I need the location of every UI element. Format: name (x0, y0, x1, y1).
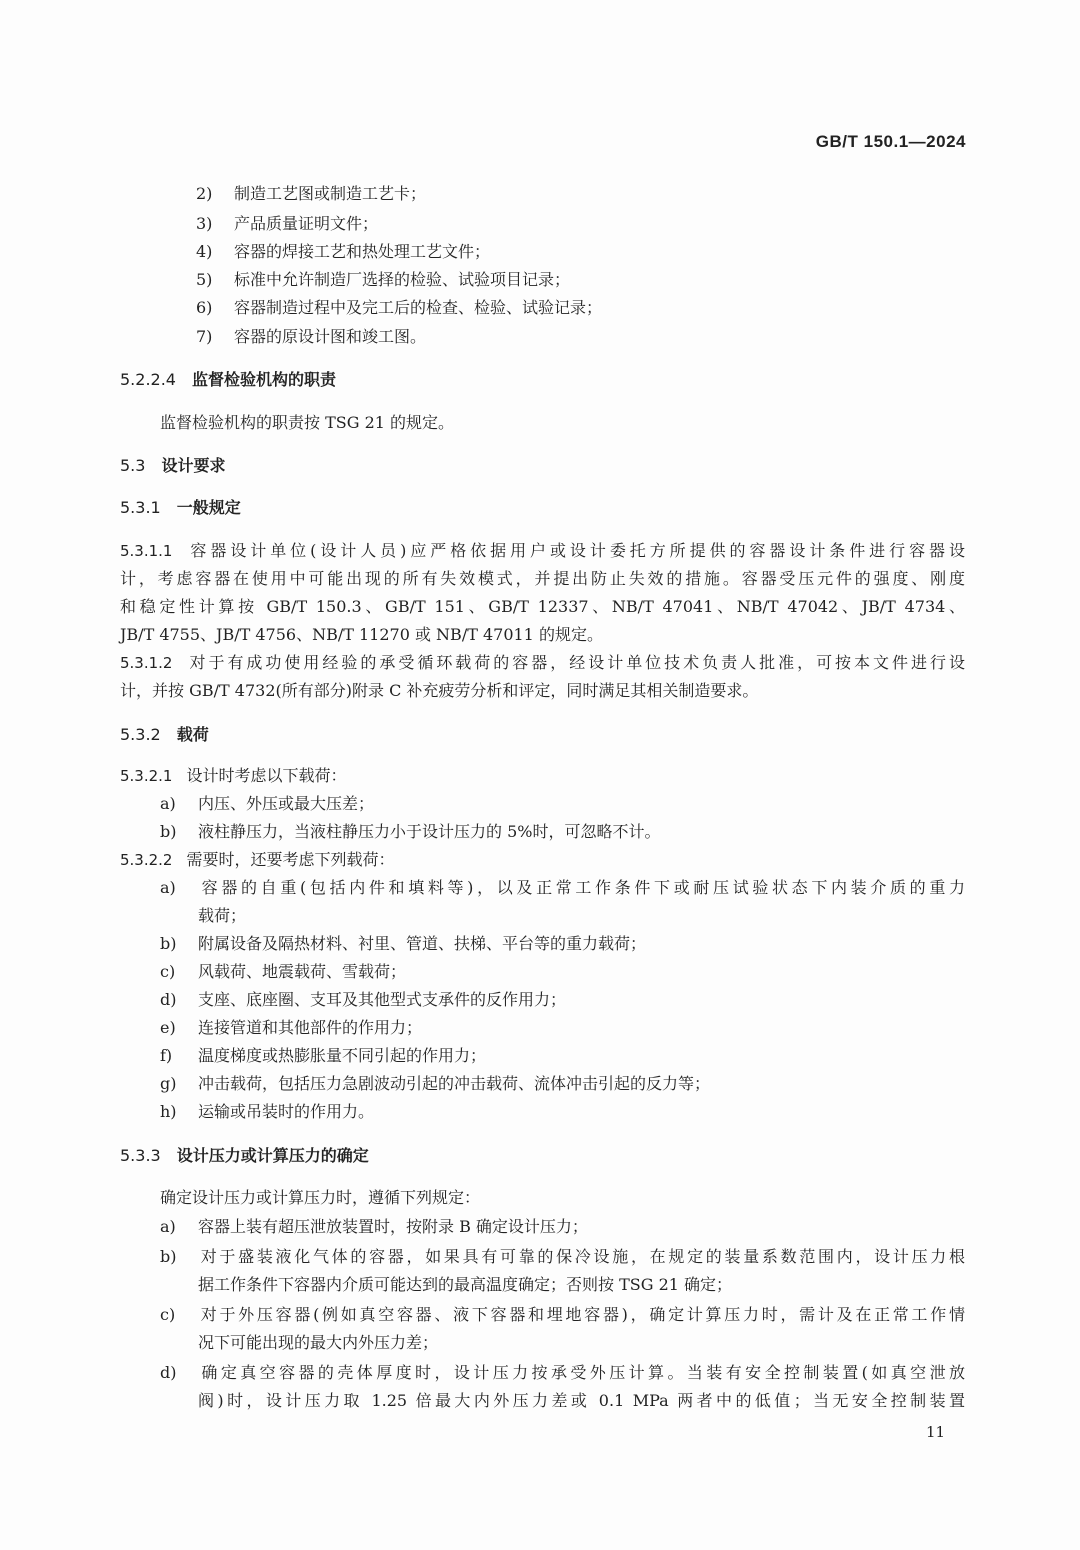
section-number: 5.3.1 (120, 498, 161, 517)
list-item (196, 326, 426, 348)
section-number: 5.3 (120, 456, 146, 475)
list-marker: d) (160, 990, 177, 1009)
section-title: 设计要求 (161, 456, 226, 475)
list-item (160, 1362, 965, 1384)
section-body: 监督检验机构的职责按 TSG 21 的规定。 (160, 413, 455, 432)
list-item (160, 821, 660, 843)
section-heading-531 (120, 497, 241, 519)
list-text: 连接管道和其他部件的作用力； (198, 1018, 423, 1037)
list-marker: a) (160, 1217, 176, 1236)
list-text: 标准中允许制造厂选择的检验、试验项目记录； (234, 270, 571, 289)
list-text: 内压、外压或最大压差； (198, 794, 375, 813)
list-marker: e) (160, 1018, 176, 1037)
list-marker: d) (160, 1363, 177, 1382)
list-item (196, 213, 378, 235)
list-text: 容器上装有超压泄放装置时，按附录 B 确定设计压力； (198, 1217, 588, 1236)
paragraph-line (120, 540, 965, 562)
standard-code: GB/T 150.1—2024 (815, 132, 966, 151)
section-title: 设计压力或计算压力的确定 (176, 1146, 369, 1165)
list-text: 容器的焊接工艺和热处理工艺文件； (234, 242, 491, 261)
list-item (160, 1216, 588, 1238)
section-title: 载荷 (176, 725, 209, 744)
list-text: 支座、底座圈、支耳及其他型式支承件的反作用力； (198, 990, 567, 1009)
list-item (160, 1045, 486, 1067)
clause-intro (120, 849, 395, 871)
list-item (160, 1246, 965, 1268)
list-marker: f) (160, 1046, 173, 1065)
paragraph-line: 和稳定性计算按 GB/T 150.3、GB/T 151、GB/T 12337、NB/T 47041、NB/T 47042、JB/T 4734、 (120, 597, 965, 616)
list-text: 产品质量证明文件； (234, 214, 379, 233)
clause-text: 需要时，还要考虑下列载荷： (186, 850, 395, 869)
list-text: 温度梯度或热膨胀量不同引起的作用力； (198, 1046, 487, 1065)
list-item (160, 961, 406, 983)
section-number: 5.2.2.4 (120, 370, 176, 389)
list-text: 容器的原设计图和竣工图。 (234, 327, 427, 346)
clause-number: 5.3.1.2 (120, 654, 173, 672)
list-marker: c) (160, 1305, 176, 1324)
list-marker: 7) (196, 327, 213, 346)
list-item (196, 269, 570, 291)
list-marker: g) (160, 1074, 177, 1093)
clause-number: 5.3.1.1 (120, 542, 173, 560)
list-text: 确定真空容器的壳体厚度时，设计压力按承受外压计算。当装有安全控制装置(如真空泄放 (198, 1363, 965, 1382)
list-marker: b) (160, 934, 177, 953)
clause-text: 设计时考虑以下载荷： (186, 766, 347, 785)
paragraph-text: 容器设计单位(设计人员)应严格依据用户或设计委托方所提供的容器设计条件进行容器设 (186, 541, 965, 560)
clause-intro (120, 765, 347, 787)
list-marker: h) (160, 1102, 177, 1121)
section-title: 监督检验机构的职责 (191, 370, 336, 389)
paragraph-line: 计，考虑容器在使用中可能出现的所有失效模式，并提出防止失效的措施。容器受压元件的强度、刚度 (120, 569, 965, 588)
list-item (196, 241, 490, 263)
list-text: 容器制造过程中及完工后的检查、检验、试验记录； (234, 298, 603, 317)
list-marker: c) (160, 962, 176, 981)
list-item (160, 933, 646, 955)
list-item (160, 1073, 710, 1095)
list-marker: a) (160, 794, 176, 813)
section-heading-533 (120, 1145, 369, 1167)
section-heading-5224 (120, 369, 336, 391)
list-item (160, 1304, 965, 1326)
list-marker: b) (160, 822, 177, 841)
list-text: 对于盛装液化气体的容器，如果具有可靠的保冷设施，在规定的装量系数范围内，设计压力根 (198, 1247, 965, 1266)
list-text: 风载荷、地震载荷、雪载荷； (198, 962, 407, 981)
clause-number: 5.3.2.2 (120, 851, 173, 869)
list-marker: b) (160, 1247, 177, 1266)
list-item (160, 793, 374, 815)
clause-intro: 确定设计压力或计算压力时，遵循下列规定： (160, 1188, 481, 1207)
list-text: 制造工艺图或制造工艺卡； (234, 184, 427, 203)
clause-number: 5.3.2.1 (120, 767, 173, 785)
list-item (160, 1017, 422, 1039)
list-text: 冲击载荷，包括压力急剧波动引起的冲击载荷、流体冲击引起的反力等； (198, 1074, 711, 1093)
list-item (160, 989, 566, 1011)
page-number: 11 (926, 1423, 946, 1441)
paragraph-line: JB/T 4755、JB/T 4756、NB/T 11270 或 NB/T 47011 的规定。 (120, 625, 603, 644)
list-item-continuation: 载荷； (198, 906, 247, 925)
list-item-continuation: 况下可能出现的最大内外压力差； (198, 1333, 439, 1352)
list-text: 容器的自重(包括内件和填料等)，以及正常工作条件下或耐压试验状态下内装介质的重力 (198, 878, 965, 897)
list-marker: 6) (196, 298, 213, 317)
list-item (196, 183, 426, 205)
list-marker: 5) (196, 270, 213, 289)
list-text: 运输或吊装时的作用力。 (198, 1102, 375, 1121)
paragraph-line: 计，并按 GB/T 4732(所有部分)附录 C 补充疲劳分析和评定，同时满足其相关制造要求。 (120, 681, 759, 700)
list-text: 液柱静压力，当液柱静压力小于设计压力的 5%时，可忽略不计。 (198, 822, 661, 841)
list-item-continuation: 据工作条件下容器内介质可能达到的最高温度确定；否则按 TSG 21 确定； (198, 1275, 733, 1294)
section-number: 5.3.3 (120, 1146, 161, 1165)
paragraph-text: 对于有成功使用经验的承受循环载荷的容器，经设计单位技术负责人批准，可按本文件进行设 (186, 653, 965, 672)
section-heading-532 (120, 724, 209, 746)
section-heading-53 (120, 455, 225, 477)
section-title: 一般规定 (176, 498, 241, 517)
section-number: 5.3.2 (120, 725, 161, 744)
list-marker: 2) (196, 184, 213, 203)
list-text: 附属设备及隔热材料、衬里、管道、扶梯、平台等的重力载荷； (198, 934, 647, 953)
paragraph-line (120, 652, 965, 674)
list-item-continuation: 阀)时，设计压力取 1.25 倍最大内外压力差或 0.1 MPa 两者中的低值；当无安全控制装置 (198, 1391, 965, 1410)
list-marker: a) (160, 878, 176, 897)
list-marker: 4) (196, 242, 213, 261)
list-item (196, 297, 602, 319)
list-item (160, 877, 965, 899)
list-marker: 3) (196, 214, 213, 233)
list-item (160, 1101, 374, 1123)
list-text: 对于外压容器(例如真空容器、液下容器和埋地容器)，确定计算压力时，需计及在正常工作情 (198, 1305, 965, 1324)
